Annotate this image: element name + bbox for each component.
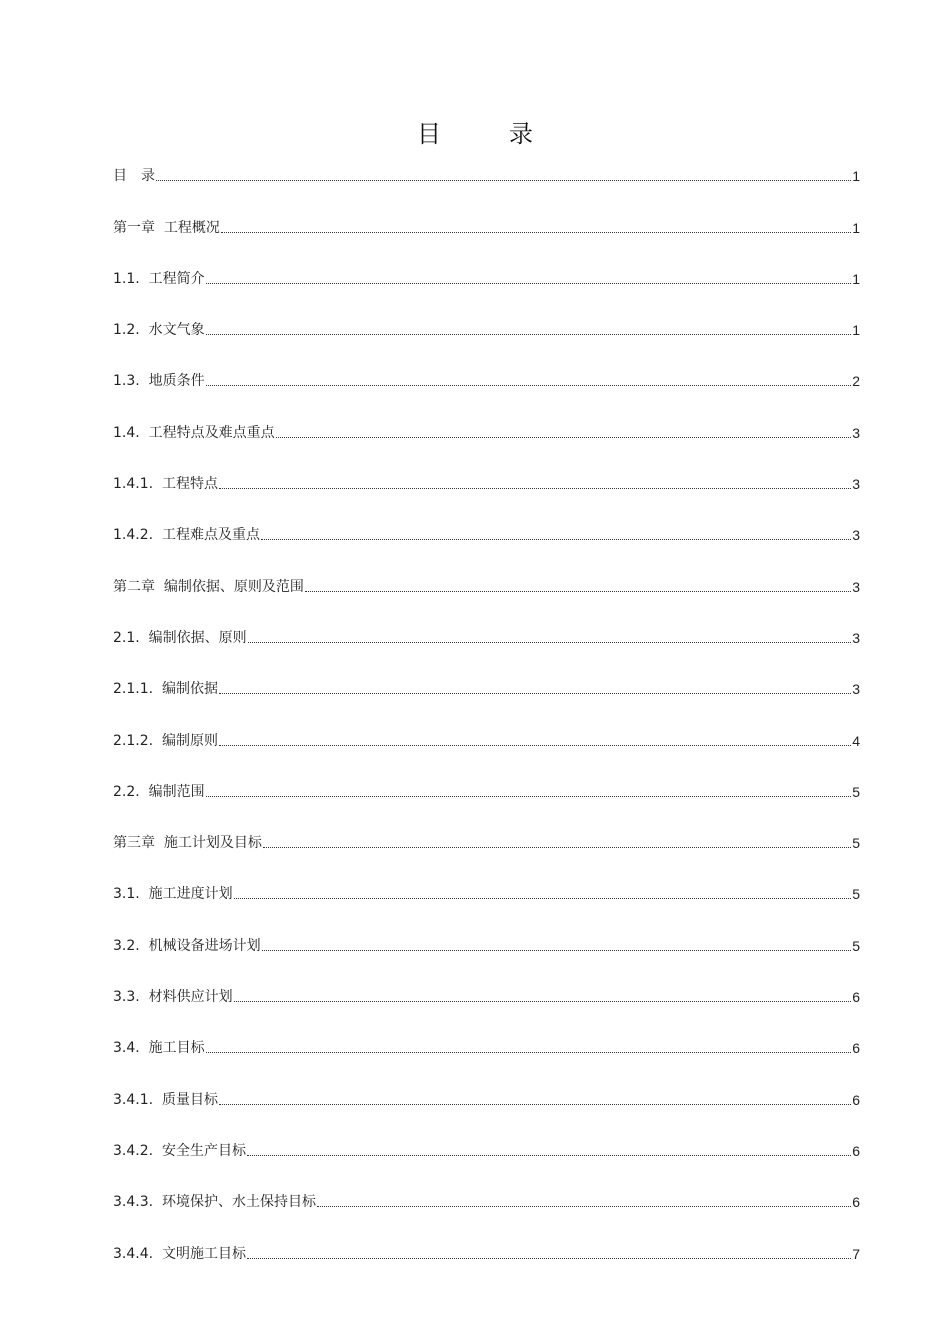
toc-leader-dots	[305, 591, 851, 592]
toc-leader-dots	[219, 745, 851, 746]
toc-entry-text: 2.2. 编制范围	[113, 783, 205, 800]
toc-entry-page: 5	[852, 783, 860, 800]
toc-entry-text: 1.2. 水文气象	[113, 322, 205, 339]
toc-entry[interactable]	[113, 474, 860, 525]
toc-leader-dots	[156, 180, 851, 181]
toc-entry-page: 3	[852, 578, 860, 595]
toc-entry-page: 1	[852, 219, 860, 236]
toc-leader-dots	[317, 1206, 851, 1207]
toc-entry[interactable]	[113, 166, 860, 217]
toc-entry[interactable]	[113, 730, 860, 781]
toc-leader-dots	[262, 950, 852, 951]
toc-entry-text: 第一章 工程概况	[113, 219, 220, 236]
toc-entry-text: 3.4.4. 文明施工目标	[113, 1245, 246, 1262]
toc-entry-page: 3	[852, 681, 860, 698]
toc-entry-page: 1	[852, 322, 860, 339]
toc-entry-page: 5	[852, 937, 860, 954]
toc-entry-page: 2	[852, 373, 860, 390]
toc-entry-page: 5	[852, 886, 860, 903]
toc-list	[113, 166, 860, 1295]
toc-entry-page: 5	[852, 835, 860, 852]
toc-entry-page: 1	[852, 270, 860, 287]
toc-entry[interactable]	[113, 320, 860, 371]
toc-entry[interactable]	[113, 679, 860, 730]
toc-leader-dots	[248, 642, 852, 643]
toc-leader-dots	[247, 1258, 851, 1259]
toc-entry-text: 3.4. 施工目标	[113, 1040, 205, 1057]
toc-entry-text: 3.3. 材料供应计划	[113, 989, 233, 1006]
toc-entry-text: 2.1.2. 编制原则	[113, 732, 218, 749]
toc-entry-page: 3	[852, 424, 860, 441]
toc-entry-page: 6	[852, 1142, 860, 1159]
toc-entry[interactable]	[113, 1038, 860, 1089]
toc-entry[interactable]	[113, 269, 860, 320]
toc-entry-text: 1.4.1. 工程特点	[113, 476, 218, 493]
toc-entry[interactable]	[113, 935, 860, 986]
toc-entry-text: 第二章 编制依据、原则及范围	[113, 578, 304, 595]
toc-entry[interactable]	[113, 576, 860, 627]
toc-leader-dots	[206, 1052, 852, 1053]
toc-leader-dots	[221, 232, 851, 233]
toc-entry-text: 2.1. 编制依据、原则	[113, 629, 247, 646]
toc-title: 目 录	[417, 120, 555, 148]
toc-entry[interactable]	[113, 422, 860, 473]
toc-leader-dots	[219, 488, 851, 489]
toc-entry[interactable]	[113, 1192, 860, 1243]
toc-entry-page: 6	[852, 1040, 860, 1057]
toc-entry[interactable]	[113, 525, 860, 576]
toc-entry[interactable]	[113, 628, 860, 679]
toc-leader-dots	[206, 385, 852, 386]
toc-entry-page: 6	[852, 989, 860, 1006]
toc-leader-dots	[234, 898, 852, 899]
toc-entry-text: 1.1. 工程简介	[113, 270, 205, 287]
toc-entry-page: 6	[852, 1091, 860, 1108]
toc-leader-dots	[261, 539, 851, 540]
toc-entry-text: 1.4. 工程特点及难点重点	[113, 424, 275, 441]
toc-entry[interactable]	[113, 371, 860, 422]
toc-entry-text: 1.3. 地质条件	[113, 373, 205, 390]
toc-entry[interactable]	[113, 884, 860, 935]
toc-entry-page: 6	[852, 1194, 860, 1211]
toc-leader-dots	[276, 437, 852, 438]
toc-entry-text: 2.1.1. 编制依据	[113, 681, 218, 698]
toc-leader-dots	[219, 693, 851, 694]
toc-entry[interactable]	[113, 1141, 860, 1192]
toc-entry-text: 3.2. 机械设备进场计划	[113, 937, 261, 954]
toc-entry-text: 3.1. 施工进度计划	[113, 886, 233, 903]
toc-entry[interactable]	[113, 1089, 860, 1140]
toc-leader-dots	[263, 847, 851, 848]
toc-entry-text: 3.4.2. 安全生产目标	[113, 1142, 246, 1159]
toc-entry[interactable]	[113, 987, 860, 1038]
toc-entry-text: 1.4.2. 工程难点及重点	[113, 527, 260, 544]
toc-entry-page: 7	[852, 1245, 860, 1262]
toc-entry[interactable]	[113, 1243, 860, 1294]
toc-entry-text: 3.4.1. 质量目标	[113, 1091, 218, 1108]
toc-entry[interactable]	[113, 217, 860, 268]
toc-leader-dots	[206, 334, 852, 335]
toc-entry-page: 4	[852, 732, 860, 749]
toc-entry[interactable]	[113, 833, 860, 884]
toc-leader-dots	[206, 796, 852, 797]
toc-entry-page: 3	[852, 527, 860, 544]
toc-entry-text: 目 录	[113, 168, 155, 185]
toc-entry-text: 3.4.3. 环境保护、水土保持目标	[113, 1194, 316, 1211]
toc-entry-page: 3	[852, 476, 860, 493]
toc-entry-page: 1	[852, 168, 860, 185]
toc-entry[interactable]	[113, 782, 860, 833]
toc-entry-page: 3	[852, 629, 860, 646]
toc-leader-dots	[219, 1104, 851, 1105]
toc-entry-text: 第三章 施工计划及目标	[113, 835, 262, 852]
toc-leader-dots	[234, 1001, 852, 1002]
toc-leader-dots	[247, 1155, 851, 1156]
toc-leader-dots	[206, 283, 852, 284]
